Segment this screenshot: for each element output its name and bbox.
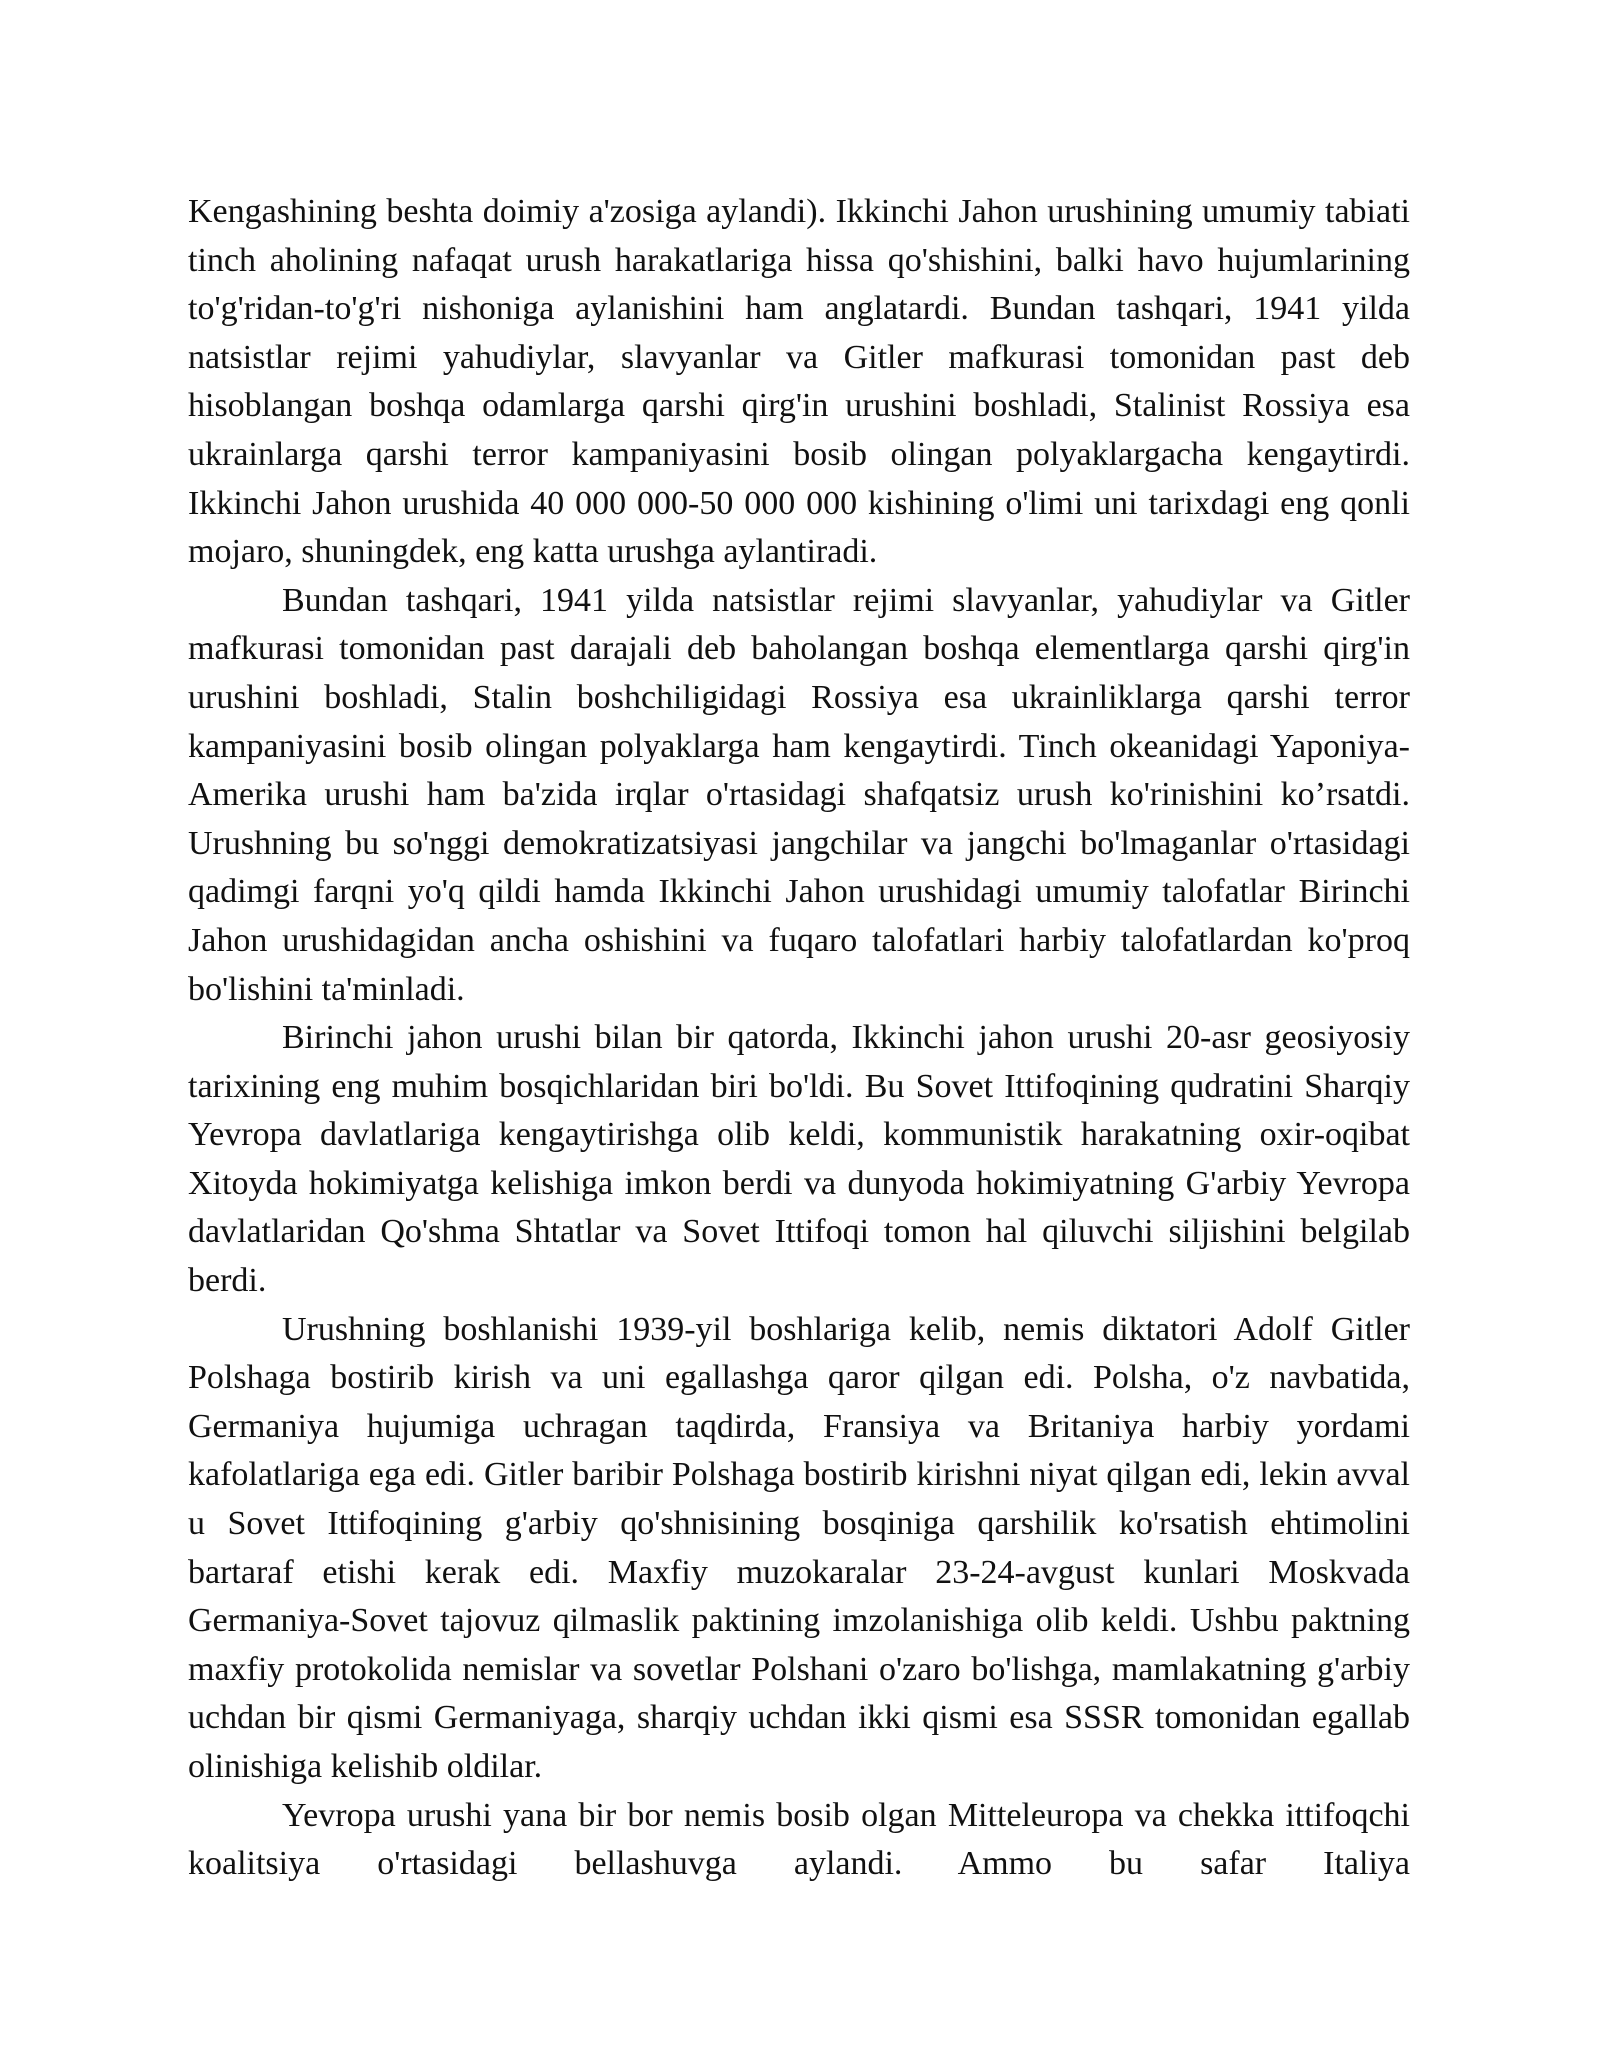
- paragraph-5: Yevropa urushi yana bir bor nemis bosib olgan Mitteleuropa va chekka ittifoqchi koalitsiya o'rtasidagi bellashuvga aylandi. Ammo bu safar Italiya: [188, 1796, 1410, 1883]
- paragraph-2: Bundan tashqari, 1941 yilda natsistlar rejimi slavyanlar, yahudiylar va Gitler mafkurasi tomonidan past darajali deb baholangan boshqa elementlarga qarshi qirg'in urushini boshladi, Stalin boshchiligidagi Rossiya esa ukrainliklarga qarshi terror kampaniyasini bosib olingan polyaklarga ham kengaytirdi. Tinch okeanidagi Yaponiya-Amerika urushi ham ba'zida irqlar o'rtasidagi shafqatsiz urush ko'rinishini ko’rsatdi. Urushning bu so'nggi demokratizatsiyasi jangchilar va jangchi bo'lmaganlar o'rtasidagi qadimgi farqni yo'q qildi hamda Ikkinchi Jahon urushidagi umumiy talofatlar Birinchi Jahon urushidagidan ancha oshishini va fuqaro talofatlari harbiy talofatlardan ko'proq bo'lishini ta'minladi.: [188, 581, 1410, 1008]
- paragraph-1: Kengashining beshta doimiy a'zosiga aylandi). Ikkinchi Jahon urushining umumiy tabiati tinch aholining nafaqat urush harakatlariga hissa qo'shishini, balki havo hujumlarining to'g'ridan-to'g'ri nishoniga aylanishini ham anglatardi. Bundan tashqari, 1941 yilda natsistlar rejimi yahudiylar, slavyanlar va Gitler mafkurasi tomonidan past deb hisoblangan boshqa odamlarga qarshi qirg'in urushini boshladi, Stalinist Rossiya esa ukrainlarga qarshi terror kampaniyasini bosib olingan polyaklargacha kengaytirdi. Ikkinchi Jahon urushida 40 000 000-50 000 000 kishining o'limi uni tarixdagi eng qonli mojaro, shuningdek, eng katta urushga aylantiradi.: [188, 193, 1410, 571]
- paragraph-3: Birinchi jahon urushi bilan bir qatorda, Ikkinchi jahon urushi 20-asr geosiyosiy tarixining eng muhim bosqichlaridan biri bo'ldi. Bu Sovet Ittifoqining qudratini Sharqiy Yevropa davlatlariga kengaytirishga olib keldi, kommunistik harakatning oxir-oqibat Xitoyda hokimiyatga kelishiga imkon berdi va dunyoda hokimiyatning G'arbiy Yevropa davlatlaridan Qo'shma Shtatlar va Sovet Ittifoqi tomon hal qiluvchi siljishini belgilab berdi.: [188, 1019, 1410, 1300]
- document-page: [188, 188, 1410, 1889]
- paragraph-4: Urushning boshlanishi 1939-yil boshlariga kelib, nemis diktatori Adolf Gitler Polshaga bostirib kirish va uni egallashga qaror qilgan edi. Polsha, o'z navbatida, Germaniya hujumiga uchragan taqdirda, Fransiya va Britaniya harbiy yordami kafolatlariga ega edi. Gitler baribir Polshaga bostirib kirishni niyat qilgan edi, lekin avval u Sovet Ittifoqining g'arbiy qo'shnisining bosqiniga qarshilik ko'rsatish ehtimolini bartaraf etishi kerak edi. Maxfiy muzokaralar 23-24-avgust kunlari Moskvada Germaniya-Sovet tajovuz qilmaslik paktining imzolanishiga olib keldi. Ushbu paktning maxfiy protokolida nemislar va sovetlar Polshani o'zaro bo'lishga, mamlakatning g'arbiy uchdan bir qismi Germaniyaga, sharqiy uchdan ikki qismi esa SSSR tomonidan egallab olinishiga kelishib oldilar.: [188, 1310, 1410, 1785]
